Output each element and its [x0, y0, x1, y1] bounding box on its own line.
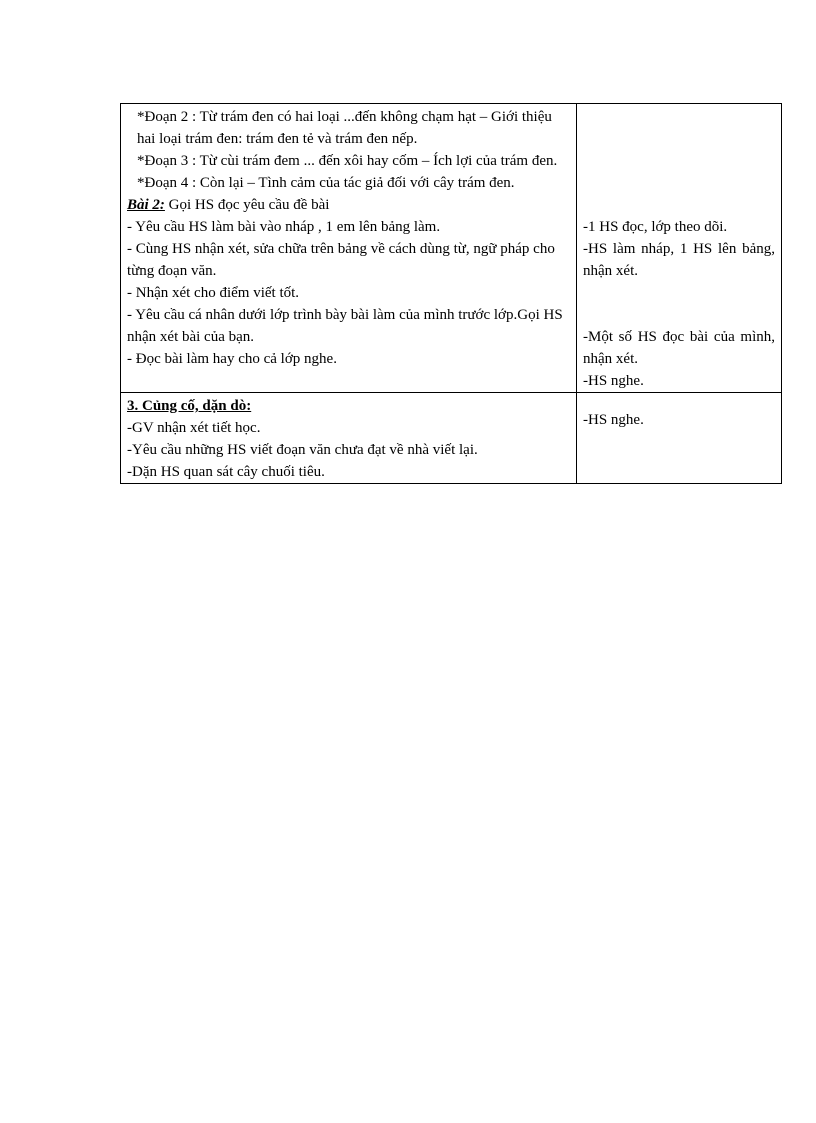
- step-line: -Dặn HS quan sát cây chuối tiêu.: [127, 464, 325, 480]
- table-row: [121, 104, 782, 393]
- step-line: - Cùng HS nhận xét, sửa chữa trên bảng về cách dùng từ, ngữ pháp cho từng đoạn văn.: [127, 241, 555, 279]
- exercise-2-line: [127, 194, 570, 216]
- response-line: -1 HS đọc, lớp theo dõi.: [583, 219, 728, 235]
- paragraph-doan-2: *Đoạn 2 : Từ trám đen có hai loại ...đến không chạm hạt – Giới thiệu hai loại trám đen: trám đen tẻ và trám đen nếp.: [137, 109, 552, 147]
- exercise-2-label: Bài 2:: [127, 197, 165, 213]
- response-line: -HS làm nháp, 1 HS lên bảng, nhận xét.: [583, 241, 775, 279]
- step-line: -Yêu cầu những HS viết đoạn văn chưa đạt về nhà viết lại.: [127, 442, 478, 458]
- response-line: -Một số HS đọc bài của mình, nhận xét.: [583, 329, 775, 367]
- step-line: - Nhận xét cho điểm viết tốt.: [127, 285, 300, 301]
- step-line: - Đọc bài làm hay cho cả lớp nghe.: [127, 351, 337, 367]
- section-heading: 3. Củng cố, dặn dò:: [127, 398, 252, 414]
- student-activities-cell: [577, 104, 782, 393]
- paragraph-doan-3: *Đoạn 3 : Từ cùi trám đem ... đến xôi hay cốm – Ích lợi của trám đen.: [137, 153, 558, 169]
- teacher-activities-cell: [121, 104, 577, 393]
- lesson-plan-table: [120, 103, 782, 484]
- step-line: -GV nhận xét tiết học.: [127, 420, 261, 436]
- step-line: - Yêu cầu HS làm bài vào nháp , 1 em lên bảng làm.: [127, 219, 441, 235]
- paragraph-doan-4: *Đoạn 4 : Còn lại – Tình cảm của tác giả đối với cây trám đen.: [137, 175, 515, 191]
- consolidation-cell: [121, 393, 577, 484]
- table-row: [121, 393, 782, 484]
- spacer: [583, 282, 775, 326]
- consolidation-response-cell: [577, 393, 782, 484]
- exercise-2-text: Gọi HS đọc yêu cầu đề bài: [164, 197, 330, 213]
- spacer: [583, 106, 775, 216]
- spacer: [583, 395, 775, 409]
- response-line: -HS nghe.: [583, 373, 644, 389]
- response-line: -HS nghe.: [583, 412, 644, 428]
- step-line: - Yêu cầu cá nhân dưới lớp trình bày bài làm của mình trước lớp.Gọi HS nhận xét bài của bạn.: [127, 307, 563, 345]
